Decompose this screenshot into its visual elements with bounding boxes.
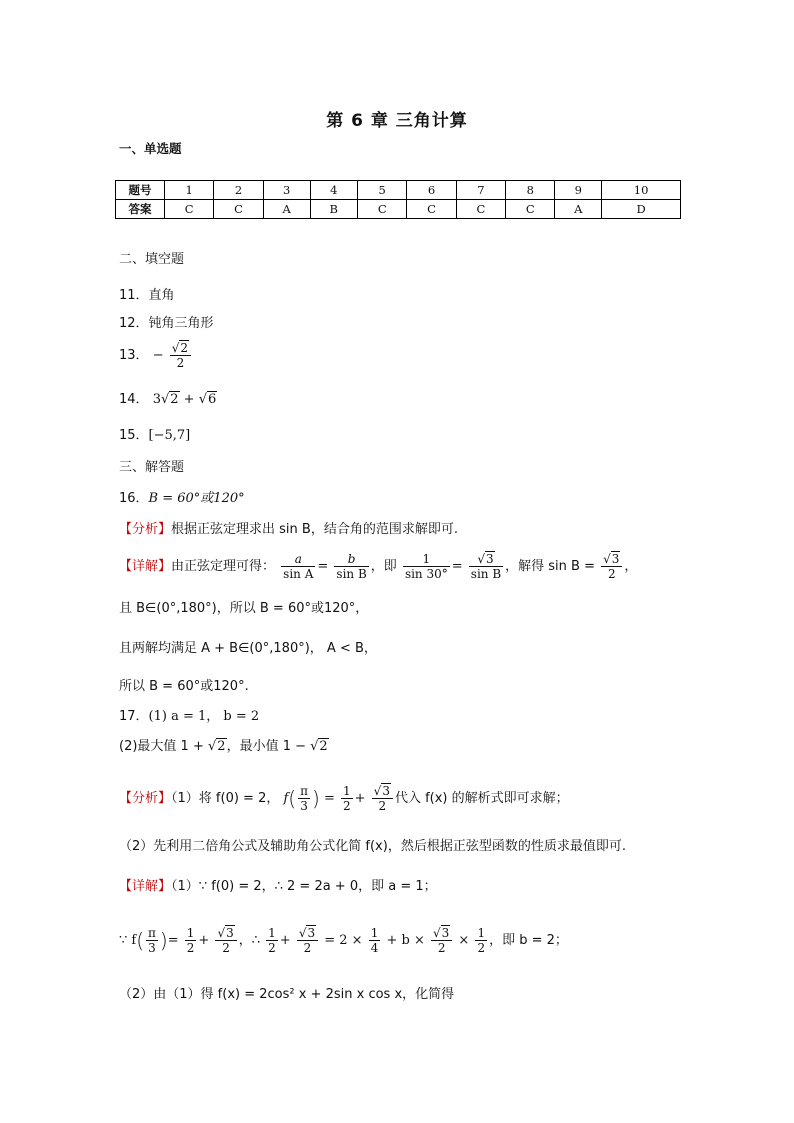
answer-13 <box>119 341 193 370</box>
table-cell: A <box>263 200 310 219</box>
table-cell: 9 <box>555 181 602 200</box>
fraction: $\frac{1}{2}$ <box>477 926 486 955</box>
answer-14: 14． 3√2 + √6 <box>119 392 217 407</box>
table-cell: C <box>358 200 407 219</box>
analysis-tag: 【分析】 <box>119 522 172 537</box>
fraction: $\frac{1}{2}$ <box>186 926 195 955</box>
table-cell: C <box>407 200 456 219</box>
table-row-answers <box>116 200 681 219</box>
question-number: 13． <box>119 348 149 363</box>
table-cell: 8 <box>506 181 555 200</box>
table-answer-label: 答案 <box>116 200 165 219</box>
detail-16-line4: 所以 B = 60°或120°. <box>119 679 249 694</box>
detail-17-line3: （2）由（1）得 f(x) = 2cos² x + 2sin x cos x，化简得 <box>119 987 455 1002</box>
fraction: $\frac{√3}{2}$ <box>372 784 393 813</box>
detail-16: 【详解】由正弦定理可得： $\frac{a}{\text{sin A}}$ = $\frac{b}{\text{sin B}}$ ，即 $\frac{1}{\sin 30^\circ}$ = $\frac{√3}{\text{sin B}}$ ，解得 sin B = $\frac{√3}{2}$ ， <box>119 552 638 581</box>
fraction: $\frac{\pi}{3}$ <box>300 784 308 813</box>
table-cell: C <box>506 200 555 219</box>
answer-text: B = 60°或120° <box>148 491 245 506</box>
answer-text: [−5,7] <box>148 428 191 443</box>
table-cell: C <box>456 200 505 219</box>
analysis-16 <box>119 521 458 539</box>
answer-text: 直角 <box>148 288 175 303</box>
fraction: $\frac{√3}{2}$ <box>601 552 622 581</box>
analysis-tag: 【分析】 <box>119 791 172 806</box>
section-solutions: 三、解答题 <box>119 460 185 475</box>
fraction: $\frac{1}{4}$ <box>370 926 379 955</box>
table-cell: 4 <box>310 181 358 200</box>
fraction: $\frac{√3}{2}$ <box>297 926 318 955</box>
answer-17-part1: 17．(1) a = 1， b = 2 <box>119 709 260 724</box>
fraction: $\frac{b}{\text{sin B}}$ <box>336 552 367 581</box>
analysis-text: 根据正弦定理求出 sin B，结合角的范围求解即可. <box>171 522 458 537</box>
analysis-17-part2: （2）先利用二倍角公式及辅助角公式化简 f(x)，然后根据正弦型函数的性质求最值即可. <box>119 839 626 854</box>
answer-16 <box>119 490 245 508</box>
table-cell: 5 <box>358 181 407 200</box>
detail-16-line2: 且 B∈(0°,180°)，所以 B = 60°或120°， <box>119 601 369 616</box>
table-cell: 10 <box>602 181 681 200</box>
fraction: $\frac{a}{\text{sin A}}$ <box>283 552 314 581</box>
table-header-label: 题号 <box>116 181 165 200</box>
detail-tag: 【详解】 <box>119 879 172 894</box>
question-number: 17． <box>119 709 149 724</box>
fraction: $\frac{√3}{2}$ <box>431 926 452 955</box>
answer-table <box>115 180 681 219</box>
analysis-17: 【分析】（1）将 f(0) = 2， f( $\frac{\pi}{3}$ ) = $\frac{1}{2}$ + $\frac{√3}{2}$ 代入 f(x) 的解析式即可求解； <box>119 784 569 813</box>
table-cell: D <box>602 200 681 219</box>
question-number: 11． <box>119 288 149 303</box>
table-cell: 3 <box>263 181 310 200</box>
question-number: 12． <box>119 316 149 331</box>
table-cell: C <box>214 200 263 219</box>
fraction: $\frac{√3}{\text{sin B}}$ <box>470 552 502 581</box>
table-cell: 1 <box>165 181 214 200</box>
detail-tag: 【详解】 <box>119 559 172 574</box>
table-cell: C <box>165 200 214 219</box>
table-row-numbers <box>116 181 681 200</box>
question-number: 16． <box>119 491 149 506</box>
table-cell: A <box>555 200 602 219</box>
answer-11 <box>119 287 175 305</box>
fraction: $\frac{√3}{2}$ <box>215 926 236 955</box>
fraction: $\frac{√2}{2}$ <box>170 341 191 370</box>
answer-15 <box>119 427 190 445</box>
question-number: 15． <box>119 428 149 443</box>
detail-17-line2: ∵ f( $\frac{\pi}{3}$ )= $\frac{1}{2}$ + $\frac{√3}{2}$ ，∴ $\frac{1}{2}$ + $\frac{√3}{2}$ = 2 × $\frac{1}{4}$ + b × $\frac{√3}{2}$ × $\frac{1}{2}$ ，即 b = 2； <box>119 926 568 955</box>
detail-16-line3: 且两解均满足 A + B∈(0°,180°)， A < B， <box>119 641 377 656</box>
section-fill-blank: 二、填空题 <box>119 252 185 267</box>
chapter-title: 第 6 章 三角计算 <box>326 111 468 131</box>
answer-text: 钝角三角形 <box>148 316 214 331</box>
fraction: $\frac{1}{2}$ <box>268 926 276 955</box>
detail-17: 【详解】（1）∵ f(0) = 2，∴ 2 = 2a + 0，即 a = 1； <box>119 879 437 894</box>
fraction: $\frac{1}{2}$ <box>342 784 351 813</box>
fraction: $\frac{1}{\sin 30^\circ}$ <box>404 552 448 581</box>
table-cell: B <box>310 200 358 219</box>
answer-12 <box>119 315 214 333</box>
table-cell: 2 <box>214 181 263 200</box>
table-cell: 7 <box>456 181 505 200</box>
section-single-choice: 一、单选题 <box>119 141 182 156</box>
answer-17-part2: (2)最大值 1 + √2，最小值 1 − √2 <box>119 739 328 754</box>
minus-sign: − <box>152 348 164 363</box>
table-cell: 6 <box>407 181 456 200</box>
question-number: 14． <box>119 392 149 407</box>
fraction: $\frac{\pi}{3}$ <box>148 926 156 955</box>
